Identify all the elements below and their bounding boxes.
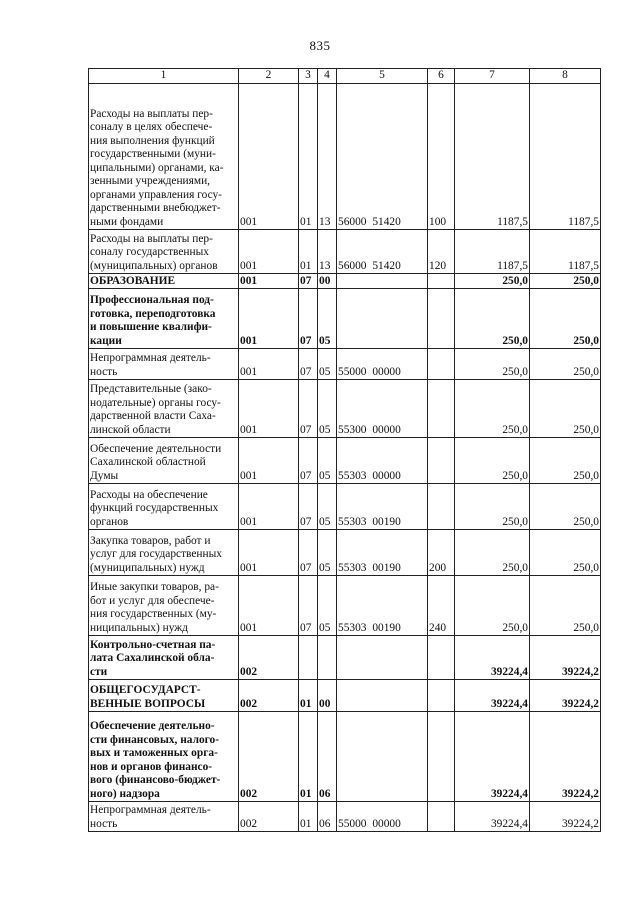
target-item-cell: 56000 51420 [337, 84, 428, 230]
amount-cell: 250,0 [455, 380, 530, 438]
section-code-cell: 01 [299, 84, 318, 230]
target-item-cell [337, 680, 428, 712]
table-row [89, 636, 601, 680]
target-item-cell [337, 274, 428, 289]
ministry-code-cell: 001 [239, 530, 299, 576]
target-item-cell: 55303 00190 [337, 576, 428, 636]
subsection-code-cell: 13 [318, 84, 337, 230]
amount-cell: 250,0 [530, 530, 601, 576]
section-code-cell: 07 [299, 274, 318, 289]
amount-cell: 250,0 [455, 289, 530, 349]
amount-cell: 1187,5 [455, 84, 530, 230]
ministry-code-cell: 001 [239, 230, 299, 274]
table-row [89, 230, 601, 274]
ministry-code-cell: 001 [239, 484, 299, 530]
amount-cell: 39224,2 [530, 712, 601, 802]
amount-cell: 250,0 [455, 576, 530, 636]
table-row [89, 530, 601, 576]
row-name-cell: ОБРАЗОВАНИЕ [89, 274, 239, 289]
row-name-cell: ОБЩЕГОСУДАРСТ- ВЕННЫЕ ВОПРОСЫ [89, 680, 239, 712]
amount-cell: 39224,4 [455, 680, 530, 712]
expense-type-cell [428, 349, 455, 380]
expense-type-cell [428, 712, 455, 802]
section-code-cell: 07 [299, 530, 318, 576]
subsection-code-cell: 05 [318, 289, 337, 349]
section-code-cell [299, 636, 318, 680]
subsection-code-cell: 05 [318, 576, 337, 636]
ministry-code-cell: 001 [239, 84, 299, 230]
ministry-code-cell: 001 [239, 349, 299, 380]
target-item-cell: 55000 00000 [337, 802, 428, 832]
target-item-cell [337, 636, 428, 680]
subsection-code-cell: 13 [318, 230, 337, 274]
amount-cell: 250,0 [455, 530, 530, 576]
table-row [89, 802, 601, 832]
row-name-cell: Непрограммная деятель- ность [89, 802, 239, 832]
table-row [89, 680, 601, 712]
expense-type-cell [428, 380, 455, 438]
target-item-cell: 55000 00000 [337, 349, 428, 380]
subsection-code-cell: 00 [318, 274, 337, 289]
subsection-code-cell: 06 [318, 802, 337, 832]
column-header: 7 [455, 69, 530, 84]
table-row [89, 576, 601, 636]
row-name-cell: Профессиональная под- готовка, переподготовка и повышение квалифи- кации [89, 289, 239, 349]
column-header: 2 [239, 69, 299, 84]
ministry-code-cell: 002 [239, 636, 299, 680]
column-header: 6 [428, 69, 455, 84]
expense-type-cell [428, 289, 455, 349]
amount-cell: 39224,2 [530, 802, 601, 832]
expense-type-cell [428, 274, 455, 289]
expense-type-cell [428, 484, 455, 530]
table-row [89, 349, 601, 380]
amount-cell: 39224,4 [455, 712, 530, 802]
table-body [89, 84, 601, 832]
ministry-code-cell: 001 [239, 380, 299, 438]
amount-cell: 39224,2 [530, 636, 601, 680]
amount-cell: 250,0 [530, 484, 601, 530]
subsection-code-cell: 05 [318, 380, 337, 438]
table-row [89, 274, 601, 289]
row-name-cell: Непрограммная деятель- ность [89, 349, 239, 380]
column-header: 8 [530, 69, 601, 84]
amount-cell: 39224,4 [455, 636, 530, 680]
column-header: 4 [318, 69, 337, 84]
row-name-cell: Расходы на обеспечение функций государственных органов [89, 484, 239, 530]
ministry-code-cell: 001 [239, 274, 299, 289]
amount-cell: 250,0 [530, 349, 601, 380]
ministry-code-cell: 001 [239, 289, 299, 349]
expense-type-cell: 240 [428, 576, 455, 636]
expense-type-cell [428, 438, 455, 484]
amount-cell: 39224,4 [455, 802, 530, 832]
budget-table [88, 68, 601, 832]
target-item-cell: 55303 00000 [337, 438, 428, 484]
target-item-cell: 56000 51420 [337, 230, 428, 274]
expense-type-cell [428, 680, 455, 712]
subsection-code-cell: 05 [318, 530, 337, 576]
amount-cell: 250,0 [530, 274, 601, 289]
subsection-code-cell: 00 [318, 680, 337, 712]
section-code-cell: 07 [299, 438, 318, 484]
amount-cell: 250,0 [455, 274, 530, 289]
expense-type-cell: 200 [428, 530, 455, 576]
amount-cell: 39224,2 [530, 680, 601, 712]
section-code-cell: 07 [299, 349, 318, 380]
target-item-cell: 55300 00000 [337, 380, 428, 438]
ministry-code-cell: 001 [239, 438, 299, 484]
table-row [89, 380, 601, 438]
table-row [89, 712, 601, 802]
section-code-cell: 01 [299, 712, 318, 802]
amount-cell: 1187,5 [530, 230, 601, 274]
expense-type-cell: 120 [428, 230, 455, 274]
subsection-code-cell: 06 [318, 712, 337, 802]
target-item-cell [337, 712, 428, 802]
amount-cell: 250,0 [530, 438, 601, 484]
section-code-cell: 07 [299, 380, 318, 438]
column-header: 1 [89, 69, 239, 84]
amount-cell: 250,0 [455, 349, 530, 380]
target-item-cell: 55303 00190 [337, 530, 428, 576]
row-name-cell: Обеспечение деятельности Сахалинской областной Думы [89, 438, 239, 484]
table-header-row [89, 69, 601, 84]
row-name-cell: Представительные (зако- нодательные) органы госу- дарственной власти Саха- линской области [89, 380, 239, 438]
section-code-cell: 01 [299, 230, 318, 274]
row-name-cell: Расходы на выплаты пер- соналу государственных (муниципальных) органов [89, 230, 239, 274]
expense-type-cell [428, 802, 455, 832]
subsection-code-cell: 05 [318, 438, 337, 484]
amount-cell: 250,0 [530, 576, 601, 636]
ministry-code-cell: 002 [239, 680, 299, 712]
row-name-cell: Закупка товаров, работ и услуг для государственных (муниципальных) нужд [89, 530, 239, 576]
subsection-code-cell: 05 [318, 484, 337, 530]
ministry-code-cell: 001 [239, 576, 299, 636]
table-row [89, 84, 601, 230]
column-header: 5 [337, 69, 428, 84]
subsection-code-cell [318, 636, 337, 680]
target-item-cell: 55303 00190 [337, 484, 428, 530]
section-code-cell: 01 [299, 680, 318, 712]
amount-cell: 250,0 [530, 380, 601, 438]
column-header: 3 [299, 69, 318, 84]
section-code-cell: 01 [299, 802, 318, 832]
expense-type-cell [428, 636, 455, 680]
section-code-cell: 07 [299, 484, 318, 530]
page-number: 835 [309, 38, 331, 53]
target-item-cell [337, 289, 428, 349]
table-row [89, 289, 601, 349]
amount-cell: 1187,5 [530, 84, 601, 230]
ministry-code-cell: 002 [239, 802, 299, 832]
amount-cell: 250,0 [455, 438, 530, 484]
amount-cell: 250,0 [455, 484, 530, 530]
row-name-cell: Обеспечение деятельно- сти финансовых, налого- вых и таможенных орга- нов и органов финансо- вого (финансово-бюджет- ного) надзора [89, 712, 239, 802]
ministry-code-cell: 002 [239, 712, 299, 802]
expense-type-cell: 100 [428, 84, 455, 230]
table-row [89, 484, 601, 530]
row-name-cell: Расходы на выплаты пер- соналу в целях обеспече- ния выполнения функций государственными (муни- ципальными) органами, ка- зенными учреждениями, органами управления госу- дарственными внебюджет- ными фондами [89, 84, 239, 230]
subsection-code-cell: 05 [318, 349, 337, 380]
section-code-cell: 07 [299, 576, 318, 636]
amount-cell: 250,0 [530, 289, 601, 349]
amount-cell: 1187,5 [455, 230, 530, 274]
section-code-cell: 07 [299, 289, 318, 349]
row-name-cell: Контрольно-счетная па- лата Сахалинской обла- сти [89, 636, 239, 680]
row-name-cell: Иные закупки товаров, ра- бот и услуг для обеспече- ния государственных (му- ниципальных) нужд [89, 576, 239, 636]
table-row [89, 438, 601, 484]
